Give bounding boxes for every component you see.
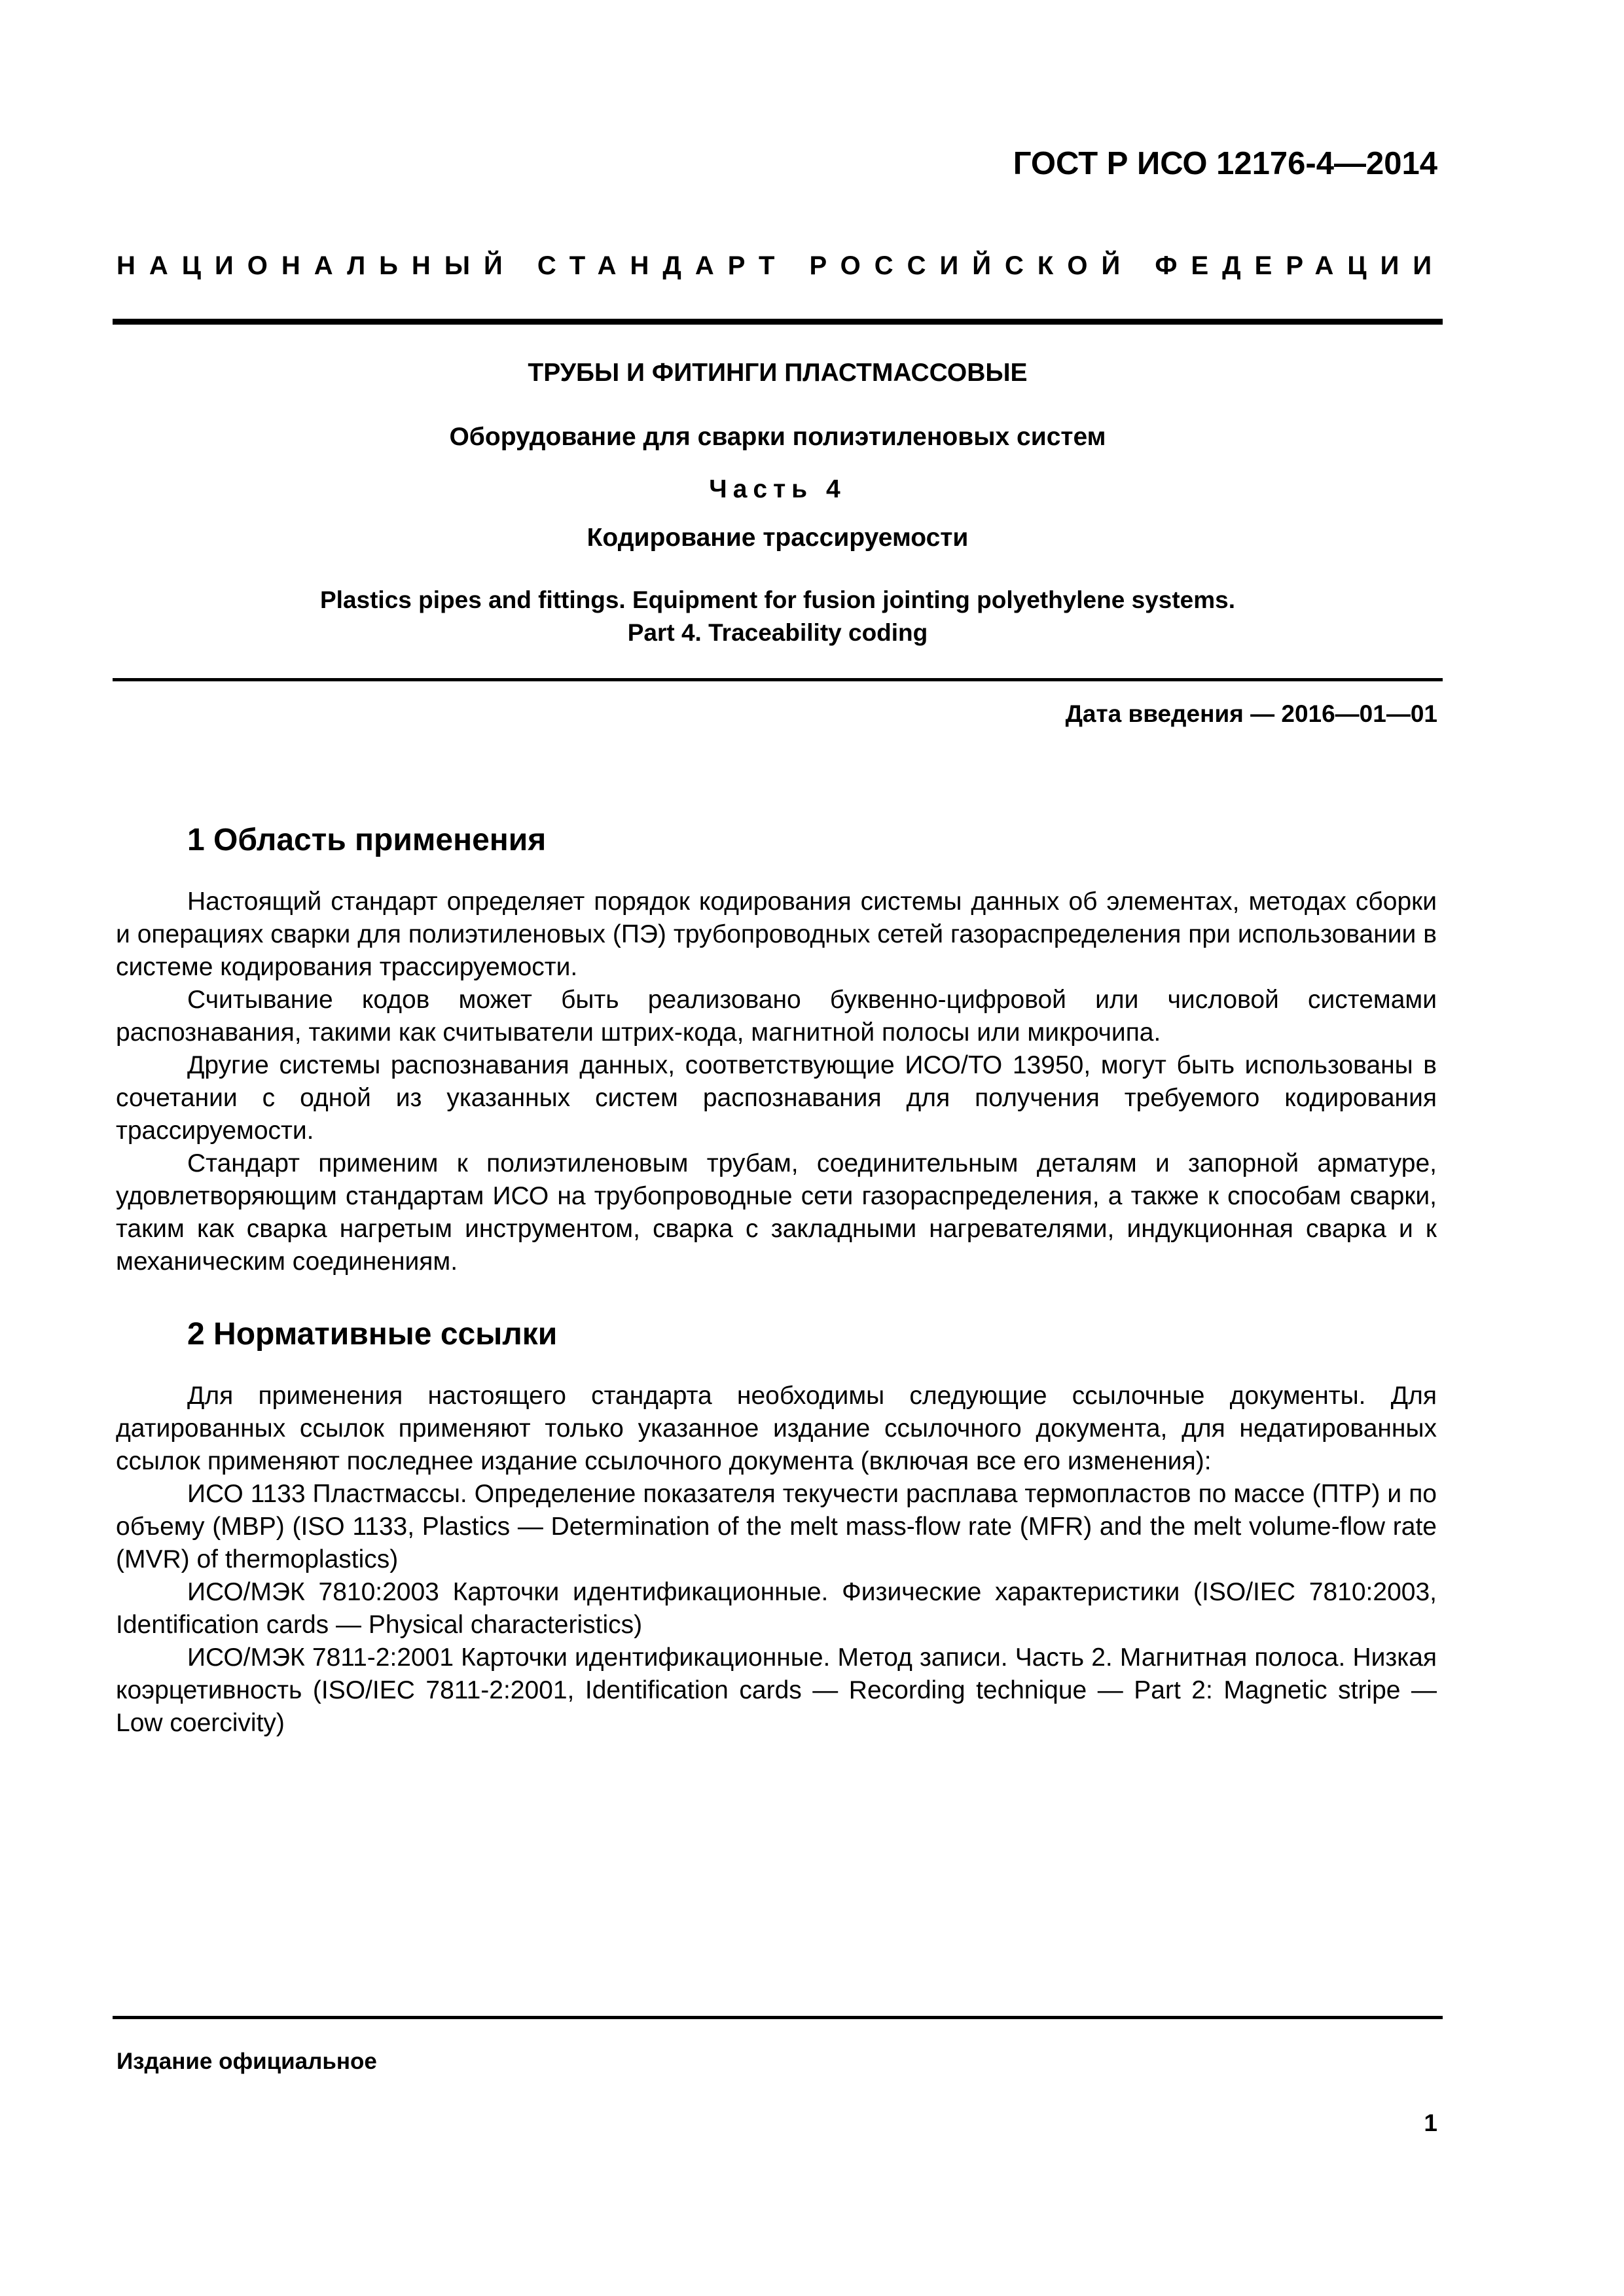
- english-title-line-2: Part 4. Traceability coding: [627, 619, 928, 646]
- section-2-heading: 2 Нормативные ссылки: [187, 1317, 558, 1352]
- part-title: Кодирование трассируемости: [586, 524, 969, 552]
- section-1-paragraph: Настоящий стандарт определяет порядок кодирования системы данных об элементах, методах сборки и операциях сварки для полиэтиленовых (ПЭ) трубопроводных сетей газораспределения при использовании в системе кодирования трассируемости.: [116, 888, 1437, 981]
- section-2-body: [116, 1380, 1437, 1740]
- subtitle: Оборудование для сварки полиэтиленовых систем: [449, 423, 1106, 451]
- header-rule: [113, 319, 1443, 325]
- normative-reference: ИСО 1133 Пластмассы. Определение показателя текучести расплава термопластов по массе (ПТР) и по объему (МВР) (ISO 1133, Plastics — Determination of the melt mass-flow rate (MFR) and the melt volume-flow rate (MVR) of thermoplastics): [116, 1480, 1437, 1573]
- normative-reference: ИСО/МЭК 7811-2:2001 Карточки идентификационные. Метод записи. Часть 2. Магнитная полоса. Низкая коэрцетивность (ISO/IEC 7811-2:2001, Identification cards — Recording technique — Part 2: Magnetic stripe — Low coercivity): [116, 1643, 1437, 1737]
- footer-rule: [113, 2016, 1443, 2019]
- introduction-date: Дата введения — 2016—01—01: [1065, 700, 1437, 727]
- standard-designation: ГОСТ Р ИСО 12176-4—2014: [1013, 146, 1437, 181]
- national-standard-banner: НАЦИОНАЛЬНЫЙ СТАНДАРТ РОССИЙСКОЙ ФЕДЕРАЦИИ: [117, 251, 1446, 280]
- section-1-paragraph: Другие системы распознавания данных, соответствующие ИСО/ТО 13950, могут быть использованы в сочетании с одной из указанных систем распознавания для получения требуемого кодирования трассируемости.: [116, 1051, 1437, 1145]
- section-1-paragraph: Стандарт применим к полиэтиленовым трубам, соединительным деталям и запорной арматуре, удовлетворяющим стандартам ИСО на трубопроводные сети газораспределения, а также к способам сварки, таким как сварка нагретым инструментом, сварка с закладными нагревателями, индукционная сварка и к механическим соединениям.: [116, 1149, 1437, 1276]
- part-label: Часть 4: [709, 475, 846, 503]
- section-1-body: [116, 886, 1437, 1278]
- section-2-paragraph: Для применения настоящего стандарта необходимы следующие ссылочные документы. Для датированных ссылок применяют только указанное издание ссылочного документа, для недатированных ссылок применяют последнее издание ссылочного документа (включая все его изменения):: [116, 1382, 1437, 1475]
- section-1-heading: 1 Область применения: [187, 823, 547, 857]
- main-title: ТРУБЫ И ФИТИНГИ ПЛАСТМАССОВЫЕ: [528, 359, 1028, 387]
- page-number: 1: [1424, 2109, 1437, 2136]
- normative-reference: ИСО/МЭК 7810:2003 Карточки идентификационные. Физические характеристики (ISO/IEC 7810:2003, Identification cards — Physical characteristics): [116, 1578, 1437, 1639]
- title-rule: [113, 678, 1443, 681]
- official-edition-label: Издание официальное: [117, 2049, 377, 2074]
- english-title-line-1: Plastics pipes and fittings. Equipment for fusion jointing polyethylene systems.: [320, 586, 1235, 613]
- section-1-paragraph: Считывание кодов может быть реализовано буквенно-цифровой или числовой системами распознавания, такими как считыватели штрих-кода, магнитной полосы или микрочипа.: [116, 986, 1437, 1047]
